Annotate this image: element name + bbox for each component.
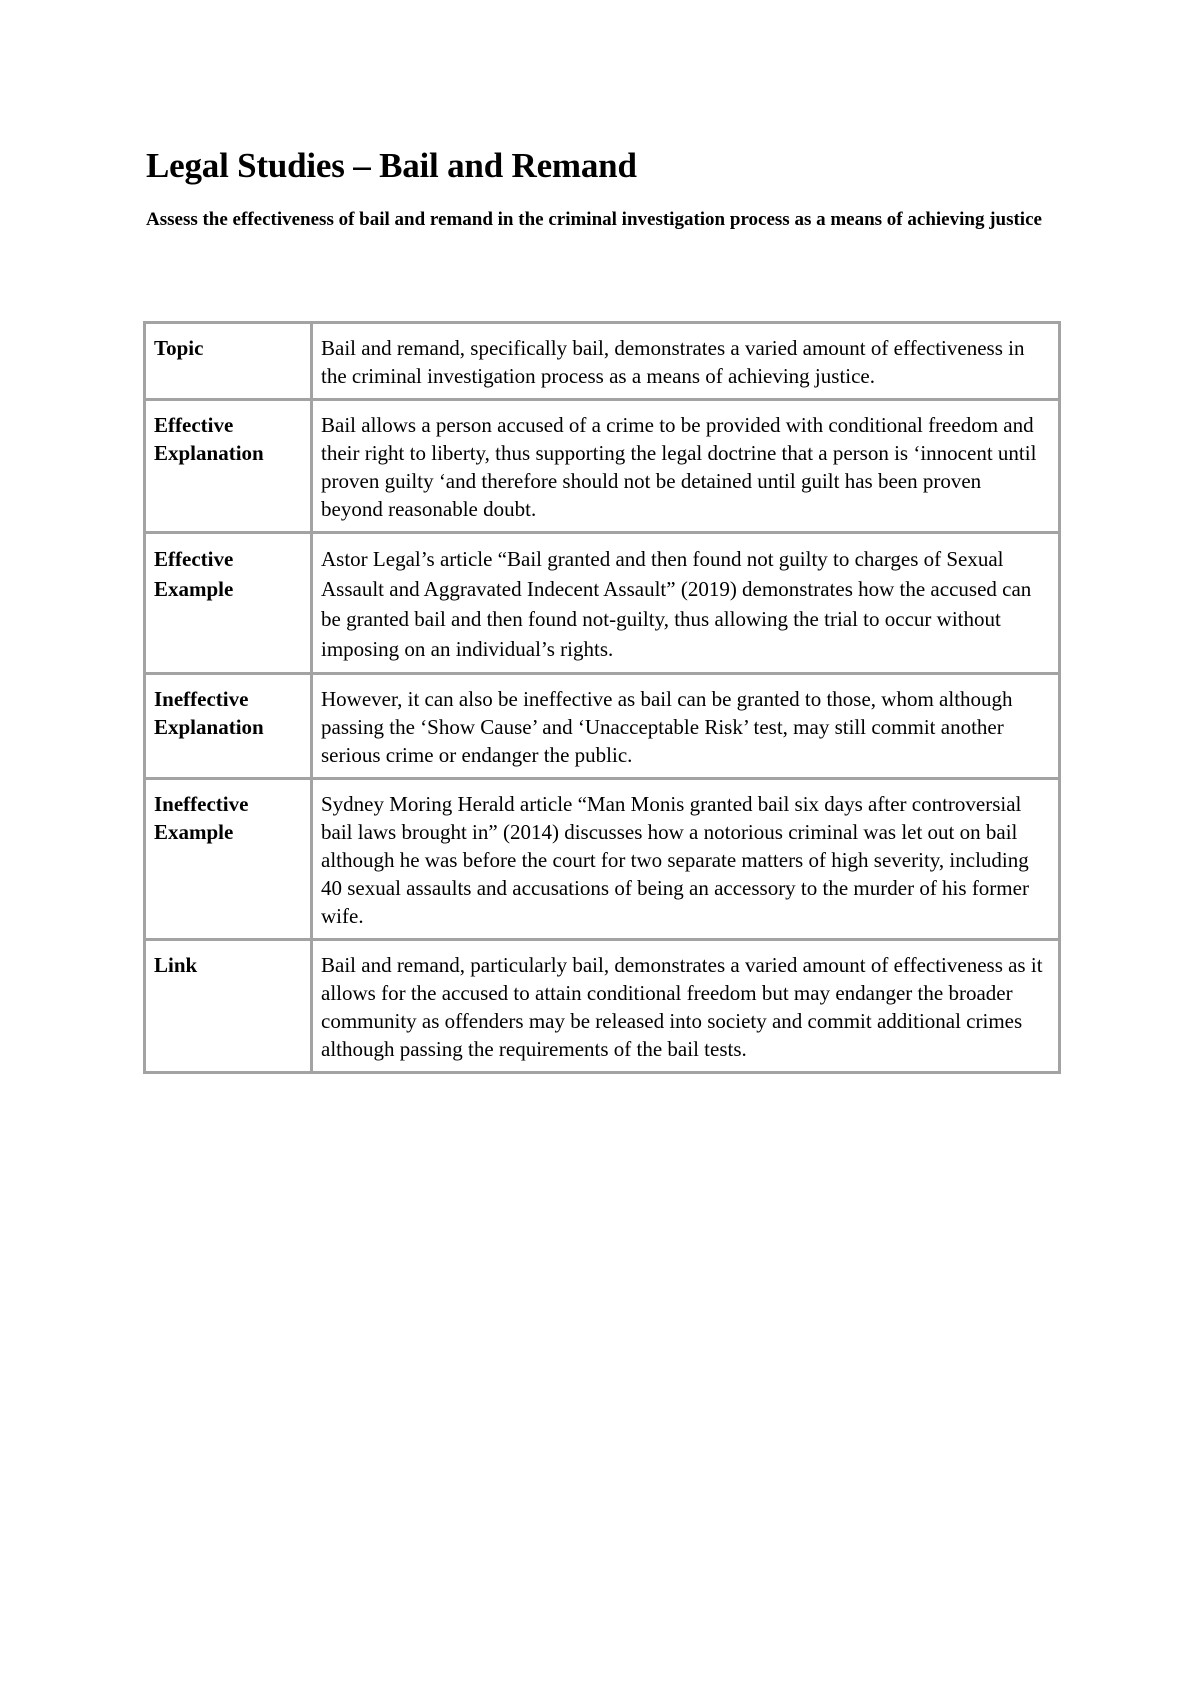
- row-content: Sydney Moring Herald article “Man Monis granted bail six days after controversial bail laws brought in” (2014) discusses how a notorious criminal was let out on bail although he was before the court for two separate matters of high severity, including 40 sexual assaults and accusations of being an accessory to the murder of his former wife.: [312, 779, 1060, 940]
- table-row-ineffective-explanation: [145, 674, 1060, 779]
- page-title: Legal Studies – Bail and Remand: [146, 146, 637, 185]
- row-content: Bail and remand, particularly bail, demonstrates a varied amount of effectiveness as it allows for the accused to attain conditional freedom but may endanger the broader community as offenders may be released into society and commit additional crimes although passing the requirements of the bail tests.: [312, 940, 1060, 1073]
- table-row-topic: [145, 323, 1060, 400]
- row-label: Ineffective Explanation: [145, 674, 312, 779]
- row-content: Bail and remand, specifically bail, demonstrates a varied amount of effectiveness in the criminal investigation process as a means of achieving justice.: [312, 323, 1060, 400]
- table-row-link: [145, 940, 1060, 1073]
- row-label: Ineffective Example: [145, 779, 312, 940]
- row-label: Effective Explanation: [145, 400, 312, 533]
- essay-question: Assess the effectiveness of bail and remand in the criminal investigation process as a means of achieving justice: [146, 209, 1042, 230]
- table-row-effective-explanation: [145, 400, 1060, 533]
- row-label: Link: [145, 940, 312, 1073]
- row-content: However, it can also be ineffective as bail can be granted to those, whom although passing the ‘Show Cause’ and ‘Unacceptable Risk’ test, may still commit another serious crime or endanger the public.: [312, 674, 1060, 779]
- table-row-ineffective-example: [145, 779, 1060, 940]
- table-row-effective-example: [145, 533, 1060, 674]
- row-content: Bail allows a person accused of a crime to be provided with conditional freedom and their right to liberty, thus supporting the legal doctrine that a person is ‘innocent until proven guilty ‘and therefore should not be detained until guilt has been proven beyond reasonable doubt.: [312, 400, 1060, 533]
- row-label: Topic: [145, 323, 312, 400]
- essay-outline-table: [143, 321, 1061, 1074]
- row-label: Effective Example: [145, 533, 312, 674]
- row-content: Astor Legal’s article “Bail granted and then found not guilty to charges of Sexual Assault and Aggravated Indecent Assault” (2019) demonstrates how the accused can be granted bail and then found not-guilty, thus allowing the trial to occur without imposing on an individual’s rights.: [312, 533, 1060, 674]
